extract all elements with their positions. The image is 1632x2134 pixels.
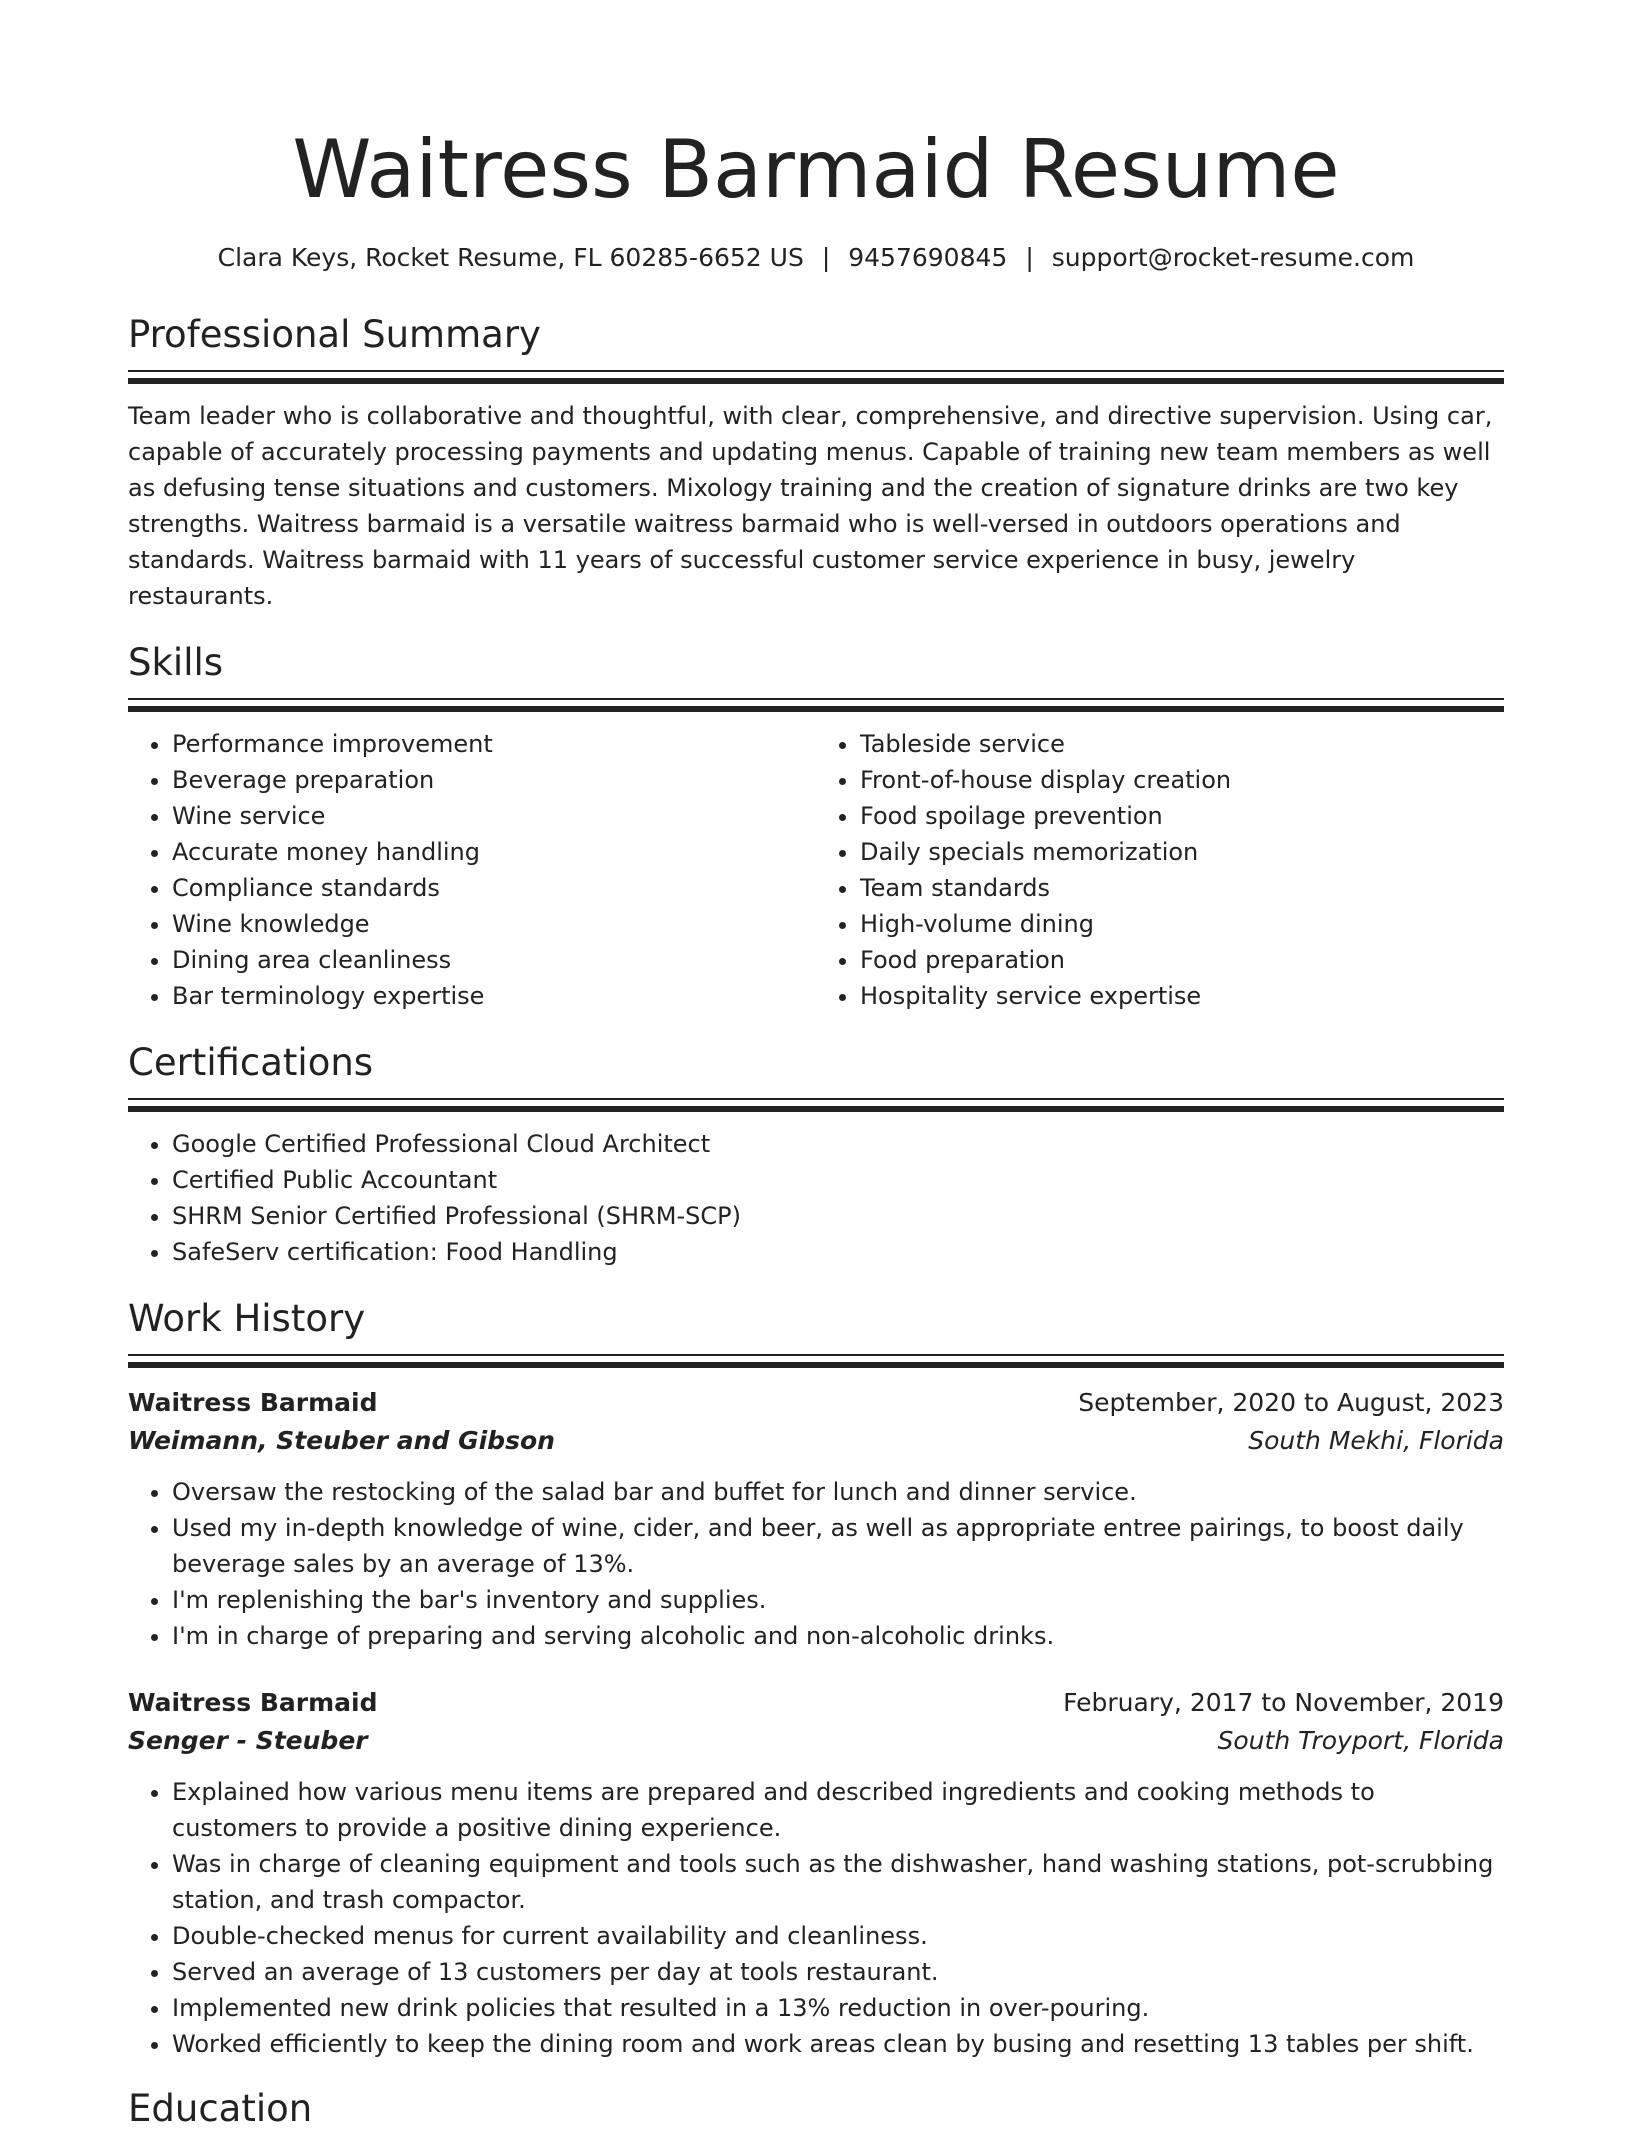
job-bullet: • Worked efficiently to keep the dining room and work areas clean by busing and resetting 13 tables per shift. (172, 2026, 1504, 2062)
job-title: Waitress Barmaid (128, 1688, 378, 1717)
job-location: South Troyport, Florida (1217, 1726, 1504, 1755)
job-entry (128, 1384, 1504, 1654)
certification-item: • Google Certified Professional Cloud Architect (172, 1126, 1504, 1162)
summary-section (128, 310, 1504, 614)
skill-item: • Daily specials memorization (860, 834, 1504, 870)
section-divider (128, 1354, 1504, 1368)
certification-item: • SafeServ certification: Food Handling (172, 1234, 1504, 1270)
section-divider (128, 698, 1504, 712)
job-company: Weimann, Steuber and Gibson (128, 1426, 555, 1455)
work-history-section (128, 1294, 1504, 2062)
job-bullets (128, 1474, 1504, 1654)
skills-grid (128, 726, 1504, 1014)
contact-line (128, 240, 1504, 276)
job-header (128, 1684, 1504, 1722)
resume-title: Waitress Barmaid Resume (292, 123, 1340, 216)
job-entry (128, 1684, 1504, 2062)
skill-item: • Front-of-house display creation (860, 762, 1504, 798)
skill-item: • Wine service (172, 798, 816, 834)
job-bullet: • Served an average of 13 customers per day at tools restaurant. (172, 1954, 1504, 1990)
skill-item: • Hospitality service expertise (860, 978, 1504, 1014)
certification-item: • Certified Public Accountant (172, 1162, 1504, 1198)
job-title: Waitress Barmaid (128, 1388, 378, 1417)
job-location: South Mekhi, Florida (1248, 1426, 1504, 1455)
section-divider (128, 370, 1504, 384)
job-subheader (128, 1422, 1504, 1460)
contact-address: Clara Keys, Rocket Resume, FL 60285-6652 US (217, 243, 804, 272)
contact-phone: 9457690845 (848, 243, 1008, 272)
skill-item: • Accurate money handling (172, 834, 816, 870)
summary-text: Team leader who is collaborative and thoughtful, with clear, comprehensive, and directive supervision. Using car, capable of accurately processing payments and updating menus. Capable of training new team members as well as defusing tense situations and customers. Mixology training and the creation of signature drinks are two key strengths. Waitress barmaid is a versatile waitress barmaid who is well-versed in outdoors operations and standards. Waitress barmaid with 11 years of successful customer service experience in busy, jewelry restaurants. (128, 402, 1493, 610)
skill-item: • High-volume dining (860, 906, 1504, 942)
skill-item: • Bar terminology expertise (172, 978, 816, 1014)
job-bullet: • Used my in-depth knowledge of wine, cider, and beer, as well as appropriate entree pairings, to boost daily beverage sales by an average of 13%. (172, 1510, 1504, 1582)
skill-item: • Performance improvement (172, 726, 816, 762)
job-header (128, 1384, 1504, 1422)
job-dates: September, 2020 to August, 2023 (1078, 1388, 1504, 1417)
contact-separator: | (1025, 243, 1034, 272)
contact-email: support@rocket-resume.com (1051, 243, 1415, 272)
education-heading: Education (128, 2087, 313, 2130)
skill-item: • Food preparation (860, 942, 1504, 978)
job-bullet: • Was in charge of cleaning equipment and tools such as the dishwasher, hand washing stations, pot-scrubbing station, and trash compactor. (172, 1846, 1504, 1918)
job-bullet: • Implemented new drink policies that resulted in a 13% reduction in over-pouring. (172, 1990, 1504, 2026)
contact-separator: | (821, 243, 831, 272)
skills-list-right (816, 726, 1504, 1014)
job-bullet: • Oversaw the restocking of the salad bar and buffet for lunch and dinner service. (172, 1474, 1504, 1510)
skill-item: • Wine knowledge (172, 906, 816, 942)
skill-item: • Team standards (860, 870, 1504, 906)
skill-item: • Beverage preparation (172, 762, 816, 798)
skill-item: • Tableside service (860, 726, 1504, 762)
job-subheader (128, 1722, 1504, 1760)
skills-column-right (816, 726, 1504, 1014)
resume-page (128, 0, 1504, 2134)
skill-item: • Food spoilage prevention (860, 798, 1504, 834)
job-bullet: • I'm replenishing the bar's inventory and supplies. (172, 1582, 1504, 1618)
job-bullet: • I'm in charge of preparing and serving alcoholic and non-alcoholic drinks. (172, 1618, 1504, 1654)
skills-list-left (128, 726, 816, 1014)
skills-heading: Skills (128, 641, 224, 684)
certifications-section (128, 1038, 1504, 1270)
section-divider (128, 1098, 1504, 1112)
job-bullet: • Explained how various menu items are prepared and described ingredients and cooking methods to customers to provide a positive dining experience. (172, 1774, 1504, 1846)
job-dates: February, 2017 to November, 2019 (1063, 1688, 1504, 1717)
work-history-heading: Work History (128, 1297, 366, 1340)
summary-heading: Professional Summary (128, 313, 541, 356)
skills-column-left (128, 726, 816, 1014)
skill-item: • Dining area cleanliness (172, 942, 816, 978)
job-bullet: • Double-checked menus for current availability and cleanliness. (172, 1918, 1504, 1954)
skill-item: • Compliance standards (172, 870, 816, 906)
job-bullets (128, 1774, 1504, 2062)
job-company: Senger - Steuber (128, 1726, 368, 1755)
certifications-heading: Certifications (128, 1041, 374, 1084)
certifications-list (128, 1126, 1504, 1270)
education-section (128, 2084, 1504, 2134)
skills-section (128, 638, 1504, 1014)
certification-item: • SHRM Senior Certified Professional (SHRM-SCP) (172, 1198, 1504, 1234)
